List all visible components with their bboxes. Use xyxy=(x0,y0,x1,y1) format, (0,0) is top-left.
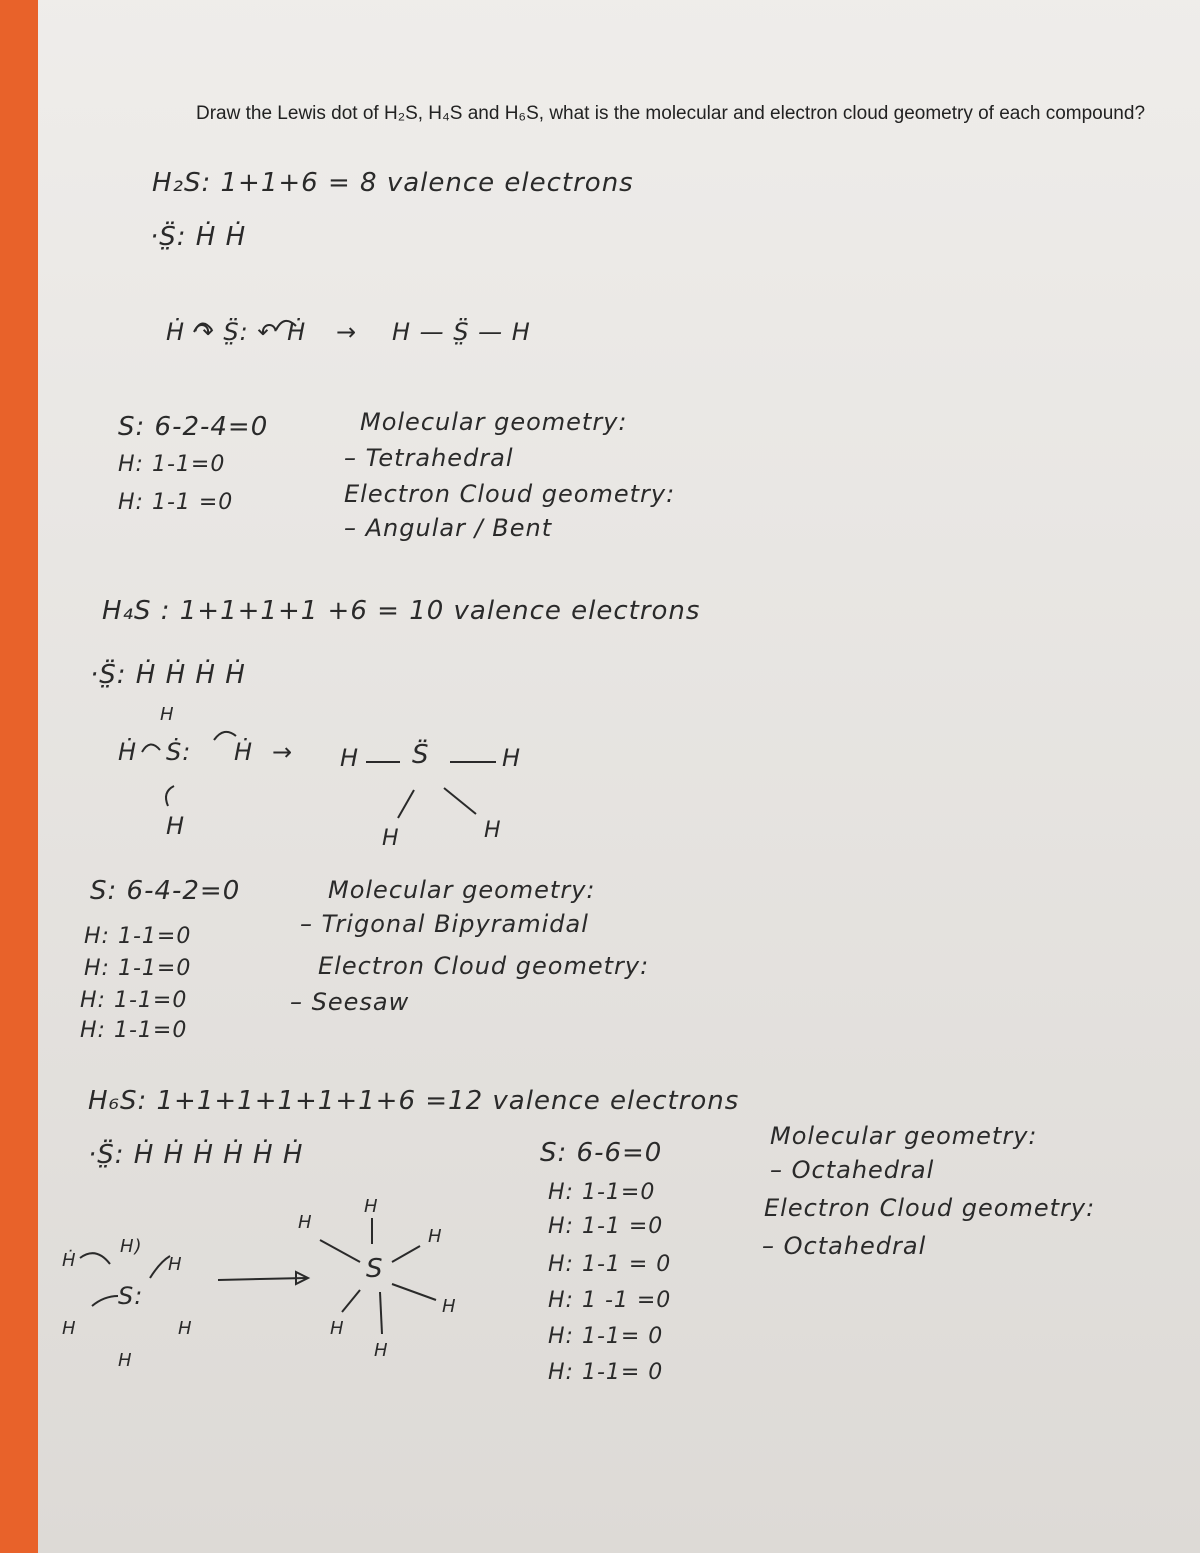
h6s-result-h-upper-left: H xyxy=(298,1212,313,1233)
h4s-result-sulfur: S̈ xyxy=(412,740,430,770)
h4s-lewis-dots: ·S̤̈: Ḣ Ḣ Ḣ Ḣ xyxy=(90,660,246,690)
h2s-electron-cloud-label: Electron Cloud geometry: xyxy=(344,480,676,508)
h2s-arrow: → xyxy=(336,318,358,346)
h6s-result-h-bottom: H xyxy=(374,1340,389,1361)
h2s-electron-cloud-value: – Angular / Bent xyxy=(344,514,553,542)
h4s-result-bottom-right-h: H xyxy=(484,818,502,843)
h2s-formal-charge-h2: H: 1-1 =0 xyxy=(118,490,234,515)
h2s-bonding-step: Ḣ ↷ S̤̈: ↶ Ḣ xyxy=(166,318,307,346)
h2s-lewis-dots: ·S̤̈: Ḣ Ḣ xyxy=(150,222,247,252)
h6s-result-h-lower-left: H xyxy=(330,1318,345,1339)
h4s-step-right-h: Ḣ xyxy=(234,738,254,766)
h6s-step-h2: H) xyxy=(120,1236,143,1257)
h4s-step-top-h: H xyxy=(160,704,175,725)
h4s-formal-charge-h1: H: 1-1=0 xyxy=(84,924,192,949)
h6s-electron-cloud-value: – Octahedral xyxy=(762,1232,927,1260)
h4s-result-right-h: H xyxy=(502,744,522,772)
h4s-electron-cloud-label: Electron Cloud geometry: xyxy=(318,952,650,980)
h6s-step-h3: H xyxy=(168,1254,183,1275)
h6s-step-h4: H xyxy=(62,1318,77,1339)
h6s-formal-charge-h4: H: 1 -1 =0 xyxy=(548,1288,672,1313)
h6s-molecular-geometry-value: – Octahedral xyxy=(770,1156,935,1184)
h6s-electron-cloud-label: Electron Cloud geometry: xyxy=(764,1194,1096,1222)
h2s-valence-count: H₂S: 1+1+6 = 8 valence electrons xyxy=(152,168,634,198)
h4s-step-left-h: Ḣ xyxy=(118,738,138,766)
h2s-formal-charge-s: S: 6-2-4=0 xyxy=(118,412,269,442)
h6s-result-h-upper-right: H xyxy=(428,1226,443,1247)
h4s-molecular-geometry-value: – Trigonal Bipyramidal xyxy=(300,910,589,938)
h6s-formal-charge-h3: H: 1-1 = 0 xyxy=(548,1252,672,1277)
h4s-step-bottom-h: H xyxy=(166,812,186,840)
h6s-formal-charge-h6: H: 1-1= 0 xyxy=(548,1360,664,1385)
h2s-lewis-structure: H — S̤̈ — H xyxy=(392,318,531,346)
h6s-lewis-dots: ·S̤̈: Ḣ Ḣ Ḣ Ḣ Ḣ Ḣ xyxy=(88,1140,304,1170)
h4s-result-left-h: H xyxy=(340,744,360,772)
h4s-step-sulfur: Ṡ: xyxy=(166,738,192,766)
h6s-result-h-top: H xyxy=(364,1196,379,1217)
h4s-valence-count: H₄S : 1+1+1+1 +6 = 10 valence electrons xyxy=(102,596,701,626)
h6s-formal-charge-h2: H: 1-1 =0 xyxy=(548,1214,664,1239)
h2s-formal-charge-h1: H: 1-1=0 xyxy=(118,452,226,477)
h4s-result-bottom-left-h: H xyxy=(382,826,400,851)
h4s-electron-cloud-value: – Seesaw xyxy=(290,988,410,1016)
h6s-formal-charge-h1: H: 1-1=0 xyxy=(548,1180,656,1205)
h6s-molecular-geometry-label: Molecular geometry: xyxy=(770,1122,1038,1150)
h6s-step-h1: Ḣ xyxy=(62,1250,77,1271)
h6s-step-h5: H xyxy=(178,1318,193,1339)
h4s-formal-charge-h3: H: 1-1=0 xyxy=(80,988,188,1013)
h6s-result-sulfur: S xyxy=(366,1254,384,1284)
h6s-formal-charge-s: S: 6-6=0 xyxy=(540,1138,663,1168)
h6s-valence-count: H₆S: 1+1+1+1+1+1+6 =12 valence electrons xyxy=(88,1086,740,1116)
h4s-molecular-geometry-label: Molecular geometry: xyxy=(328,876,596,904)
h4s-formal-charge-h4: H: 1-1=0 xyxy=(80,1018,188,1043)
h6s-step-h6: H xyxy=(118,1350,133,1371)
h4s-formal-charge-s: S: 6-4-2=0 xyxy=(90,876,241,906)
h4s-formal-charge-h2: H: 1-1=0 xyxy=(84,956,192,981)
h6s-step-sulfur: S: xyxy=(118,1282,144,1310)
h2s-molecular-geometry-value: – Tetrahedral xyxy=(344,444,514,472)
h6s-formal-charge-h5: H: 1-1= 0 xyxy=(548,1324,664,1349)
h4s-arrow: → xyxy=(272,738,294,766)
h6s-result-h-lower-right: H xyxy=(442,1296,457,1317)
question-text: Draw the Lewis dot of H₂S, H₄S and H₆S, what is the molecular and electron cloud geometry of each compound? xyxy=(196,103,1146,124)
h2s-molecular-geometry-label: Molecular geometry: xyxy=(360,408,628,436)
